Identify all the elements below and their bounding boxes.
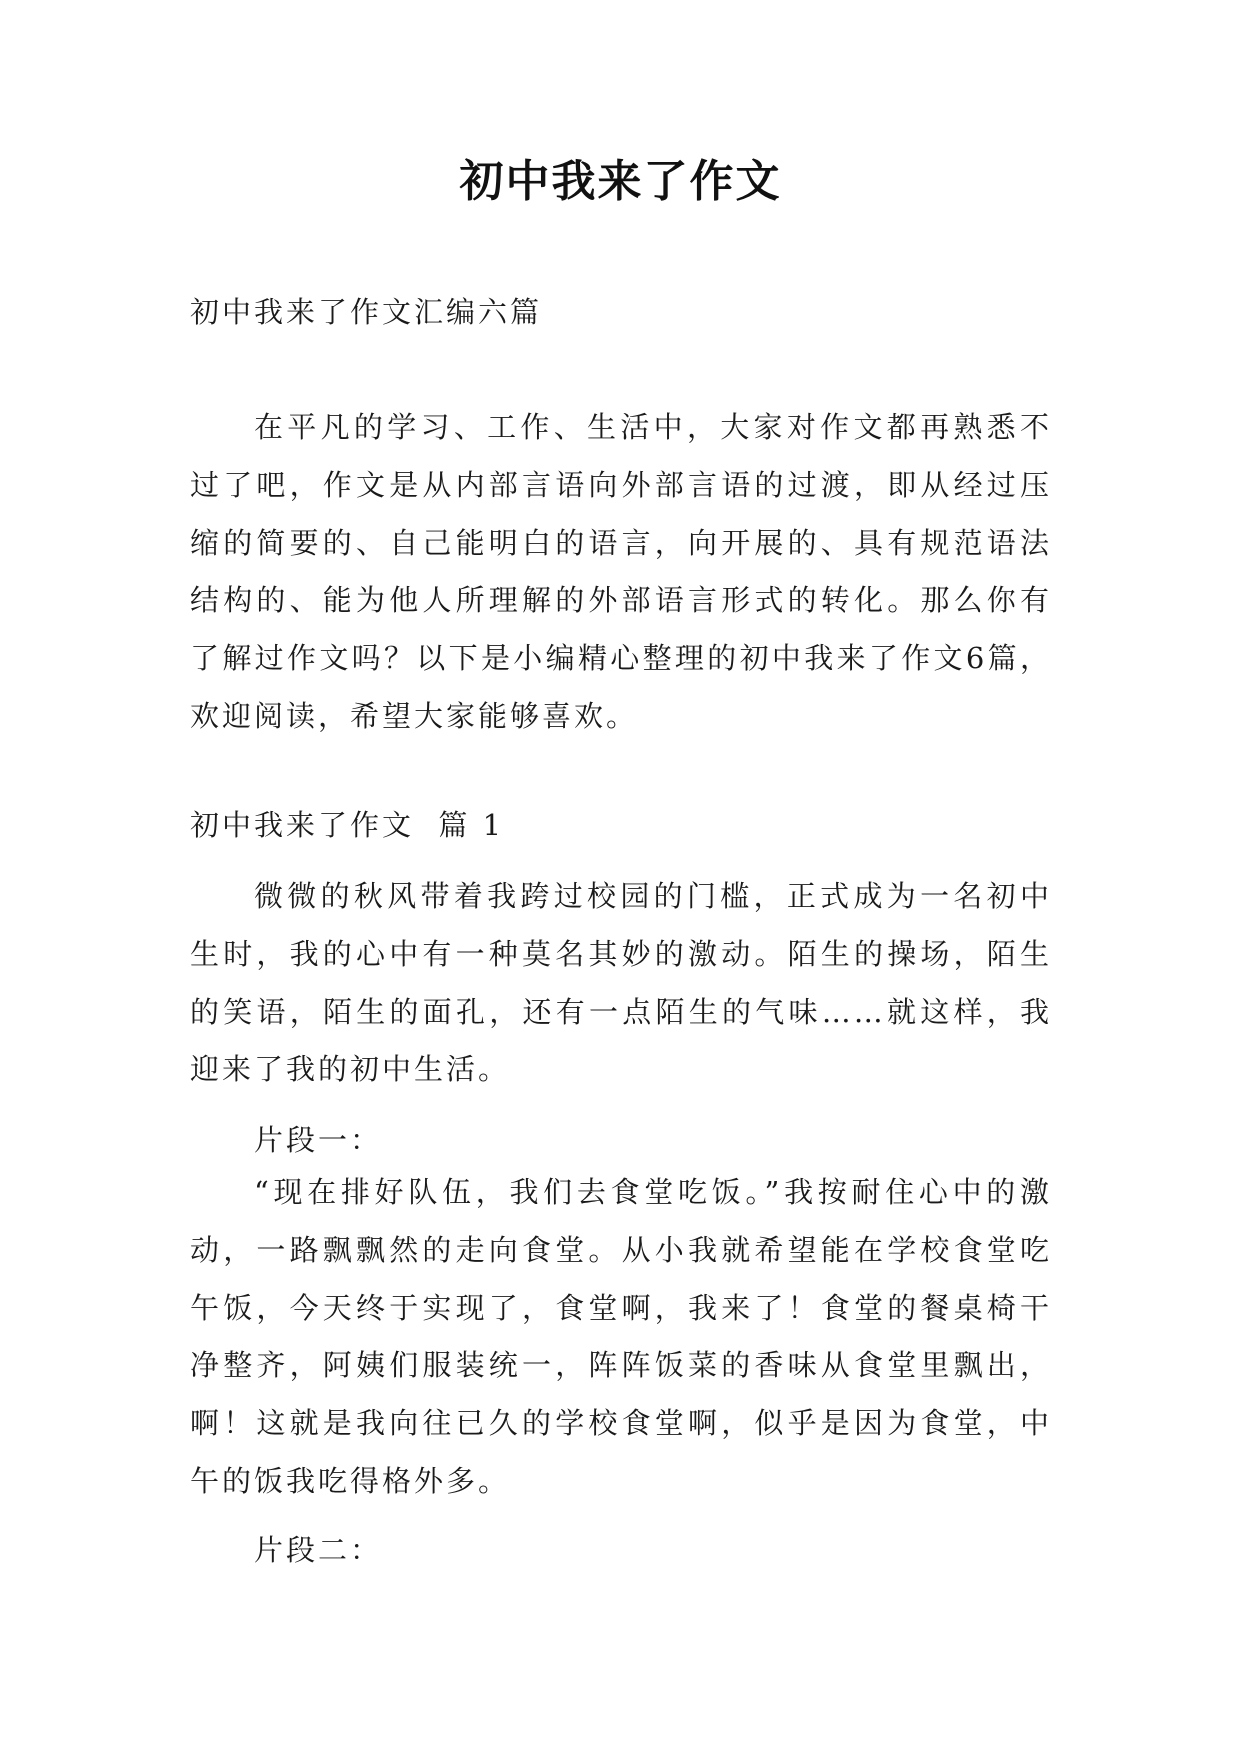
section-heading: 初中我来了作文 篇 1: [190, 808, 505, 842]
document-title: 初中我来了作文: [459, 156, 782, 207]
section-paragraph: 微微的秋风带着我跨过校园的门槛，正式成为一名初中生时，我的心中有一种莫名其妙的激动。陌生的操场，陌生的笑语，陌生的面孔，还有一点陌生的气味……就这样，我迎来了我的初中生活。: [190, 879, 1052, 1087]
document-subtitle: 初中我来了作文汇编六篇: [190, 295, 543, 329]
fragment-label: 片段二：: [254, 1533, 383, 1567]
intro-paragraph: 在平凡的学习、工作、生活中，大家对作文都再熟悉不过了吧，作文是从内部言语向外部言语的过渡，即从经过压缩的简要的、自己能明白的语言，向开展的、具有规范语法结构的、能为他人所理解的外部语言形式的转化。那么你有了解过作文吗？以下是小编精心整理的初中我来了作文6篇，欢迎阅读，希望大家能够喜欢。: [190, 410, 1052, 733]
fragment-label: 片段一：: [254, 1123, 383, 1157]
fragment-paragraph: “现在排好队伍，我们去食堂吃饭。”我按耐住心中的激动，一路飘飘然的走向食堂。从小我就希望能在学校食堂吃午饭，今天终于实现了，食堂啊，我来了！食堂的餐桌椅干净整齐，阿姨们服装统一，阵阵饭菜的香味从食堂里飘出，啊！这就是我向往已久的学校食堂啊，似乎是因为食堂，中午的饭我吃得格外多。: [190, 1175, 1052, 1498]
